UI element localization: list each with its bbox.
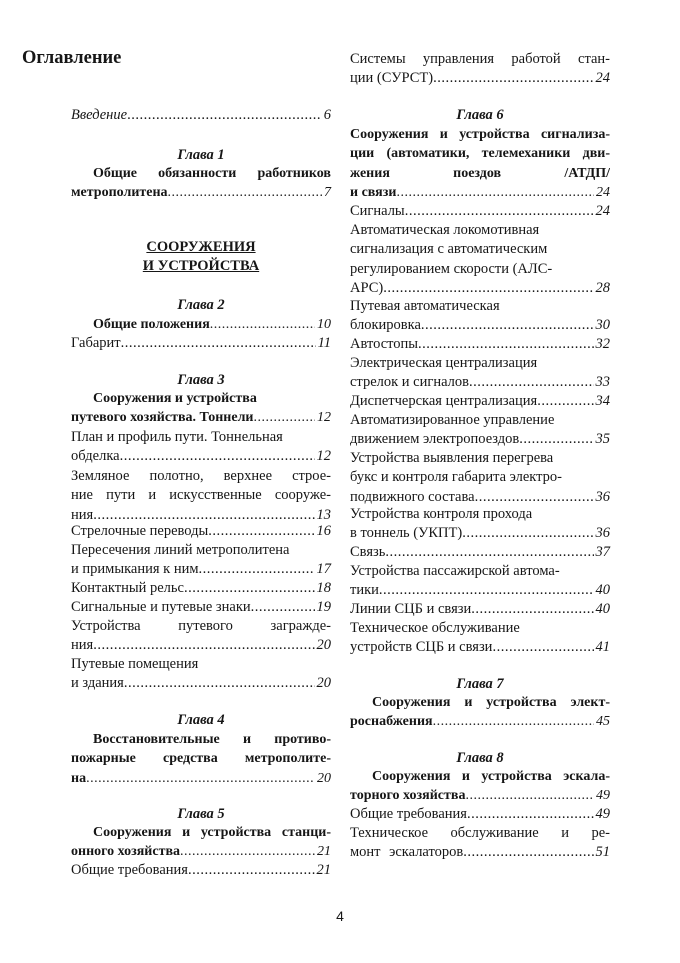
entry-text: Общие положения xyxy=(93,317,210,332)
toc-entry-signals[interactable] xyxy=(350,202,610,221)
page-ref: 24 xyxy=(596,184,610,200)
entry-text: и связи xyxy=(350,184,397,200)
page-ref: 16 xyxy=(316,523,331,539)
page-ref: 21 xyxy=(317,844,331,860)
page-ref: 37 xyxy=(595,544,610,560)
page-ref: 40 xyxy=(595,582,610,599)
toc-entry-general-requirements[interactable] xyxy=(71,861,331,880)
toc-entry-station-structures[interactable] xyxy=(71,823,331,862)
dot-leader xyxy=(537,392,593,411)
page-ref: 17 xyxy=(316,561,331,578)
page-ref: 18 xyxy=(316,580,331,596)
entry-text: АРС) xyxy=(350,279,384,296)
entry-text: Контактный рельс xyxy=(71,580,184,596)
toc-title: Оглавление xyxy=(22,48,122,68)
entry-line: Земляное полотно, верхнее строе- xyxy=(71,468,331,484)
chapter-7-label: Глава 7 xyxy=(456,676,504,692)
entry-text: метрополитена xyxy=(71,185,168,201)
entry-line: Путевая автоматическая xyxy=(350,298,500,314)
entry-line: План и профиль пути. Тоннельная xyxy=(71,429,283,445)
entry-line: ние пути и искусственные сооруже- xyxy=(71,487,331,504)
entry-line: пожарные средства метрополите- xyxy=(71,751,331,767)
dot-leader xyxy=(462,524,593,543)
entry-text: ния xyxy=(71,637,94,654)
toc-entry-communication[interactable] xyxy=(350,543,610,562)
page-ref: 24 xyxy=(595,203,610,219)
entry-line: Восстановительные и противо- xyxy=(93,732,331,747)
entry-line: Устройства контроля прохода xyxy=(350,506,533,522)
page-ref: 35 xyxy=(595,431,610,448)
entry-line: Сооружения и устройства элект- xyxy=(372,695,610,710)
toc-entry-switches[interactable] xyxy=(71,522,331,541)
page-number: 4 xyxy=(336,908,344,924)
toc-entry-chapter-4[interactable] xyxy=(71,730,331,788)
toc-entry-general-provisions[interactable] xyxy=(71,315,331,334)
dot-leader xyxy=(127,106,322,125)
toc-entry-interlocking[interactable] xyxy=(350,354,610,393)
entry-text: подвижного состава xyxy=(350,488,475,505)
entry-text: Габарит xyxy=(71,335,121,351)
page-ref: 32 xyxy=(595,336,610,352)
toc-entry-track-barriers[interactable] xyxy=(71,617,331,656)
dot-leader xyxy=(199,560,315,579)
entry-text: Сигналы xyxy=(350,203,405,219)
page-ref: 21 xyxy=(316,862,331,878)
entry-text: ния xyxy=(71,506,94,523)
entry-text: Линии СЦБ и связи xyxy=(350,601,472,617)
entry-line: жения поездов /АТДП/ xyxy=(350,165,610,181)
chapter-4-label: Глава 4 xyxy=(177,712,225,728)
toc-entry-surst[interactable] xyxy=(350,50,610,89)
toc-entry-escalators[interactable] xyxy=(350,767,610,806)
entry-line: букс и контроля габарита электро- xyxy=(350,469,562,486)
entry-text: Диспетчерская централизация xyxy=(350,393,538,409)
entry-line: Техническое обслуживание и ре- xyxy=(350,825,610,841)
dot-leader xyxy=(188,861,315,880)
dot-leader xyxy=(471,600,593,619)
dot-leader xyxy=(492,638,593,657)
toc-entry-auto-block[interactable] xyxy=(350,297,610,336)
page-ref: 34 xyxy=(595,393,610,409)
entry-text: обделка xyxy=(71,448,120,465)
toc-entry-escalator-general[interactable] xyxy=(350,805,610,824)
dot-leader xyxy=(168,183,322,202)
chapter-8-label: Глава 8 xyxy=(456,750,504,766)
toc-entry-track-rooms[interactable] xyxy=(71,655,331,694)
dot-leader xyxy=(86,769,315,788)
page-ref: 24 xyxy=(595,70,610,87)
dot-leader xyxy=(251,598,315,617)
toc-entry-chapter-1[interactable] xyxy=(71,164,331,203)
dot-leader xyxy=(519,430,593,449)
entry-text: Введение xyxy=(71,107,128,123)
page-ref: 19 xyxy=(316,599,331,615)
entry-text: Сигнальные и путевые знаки xyxy=(71,599,251,615)
entry-text: онного хозяйства xyxy=(71,844,181,860)
toc-entry-als-ars[interactable] xyxy=(350,221,610,298)
dot-leader xyxy=(254,408,316,427)
entry-text: на xyxy=(71,770,87,786)
toc-entry-ukpt[interactable] xyxy=(350,505,610,544)
dot-leader xyxy=(418,335,593,354)
dot-leader xyxy=(379,581,594,600)
page-ref: 7 xyxy=(324,185,331,201)
dot-leader xyxy=(433,712,594,731)
dot-leader xyxy=(421,316,594,335)
toc-entry-automated-control[interactable] xyxy=(350,411,610,450)
entry-line: Сооружения и устройства эскала- xyxy=(372,769,610,784)
dot-leader xyxy=(396,183,594,202)
entry-text: ции (СУРСТ) xyxy=(350,70,434,87)
page-ref: 20 xyxy=(316,675,331,692)
entry-line: Общие обязанности работников xyxy=(93,166,331,181)
entry-line: ции (автоматики, телемеханики дви- xyxy=(350,146,610,162)
toc-entry-track-structures[interactable] xyxy=(71,389,331,428)
section-title-line: И УСТРОЙСТВА xyxy=(142,258,260,274)
entry-text: блокировка xyxy=(350,317,421,334)
entry-line: Устройства выявления перегрева xyxy=(350,450,554,466)
page-ref: 12 xyxy=(316,448,331,465)
entry-line: Устройства путевого загражде- xyxy=(71,618,331,634)
dot-leader xyxy=(475,488,594,507)
toc-entry-line-crossings[interactable] xyxy=(71,541,331,580)
entry-text: движением электропоездов xyxy=(350,431,520,448)
entry-line: Сооружения и устройства сигнализа- xyxy=(350,127,610,142)
toc-entry-escalator-maintenance[interactable] xyxy=(350,824,610,863)
entry-text: и примыкания к ним xyxy=(71,561,199,578)
toc-entry-scb-lines[interactable] xyxy=(350,600,610,619)
toc-entry-gabarit[interactable] xyxy=(71,334,331,353)
entry-line: сигнализация с автоматическим xyxy=(350,241,548,258)
toc-entry-signal-signs[interactable] xyxy=(71,598,331,617)
chapter-3-label: Глава 3 xyxy=(177,372,225,388)
entry-line: Автоматическая локомотивная xyxy=(350,222,540,238)
page-ref: 12 xyxy=(317,410,331,426)
dot-leader xyxy=(180,842,315,861)
entry-text: Автостопы xyxy=(350,336,419,352)
chapter-5-label: Глава 5 xyxy=(177,806,225,822)
toc-entry-scb-maintenance[interactable] xyxy=(350,619,610,658)
entry-line: Автоматизированное управление xyxy=(350,412,555,428)
dot-leader xyxy=(210,315,315,334)
entry-line: Электрическая централизация xyxy=(350,355,538,371)
toc-entry-introduction[interactable] xyxy=(71,106,331,125)
dot-leader xyxy=(383,279,593,298)
entry-text: путевого хозяйства. Тоннели xyxy=(71,410,254,426)
toc-entry-signalling[interactable] xyxy=(350,125,610,202)
entry-text: Стрелочные переводы xyxy=(71,523,209,539)
dot-leader xyxy=(121,334,316,353)
page-ref: 51 xyxy=(595,844,610,861)
chapter-1-label: Глава 1 xyxy=(177,147,225,163)
entry-text: и здания xyxy=(71,675,124,692)
dot-leader xyxy=(405,202,594,221)
toc-entry-power-supply[interactable] xyxy=(350,693,610,732)
toc-entry-overheat-detection[interactable] xyxy=(350,449,610,507)
chapter-2-label: Глава 2 xyxy=(177,297,225,313)
dot-leader xyxy=(124,674,315,693)
page-ref: 33 xyxy=(595,374,610,391)
page-ref: 45 xyxy=(596,714,610,730)
entry-text: Общие требования xyxy=(71,862,188,878)
entry-line: Сооружения и устройства xyxy=(93,391,257,406)
entry-line: Техническое обслуживание xyxy=(350,620,520,636)
page-ref: 49 xyxy=(595,806,610,822)
page-ref: 10 xyxy=(317,317,331,332)
toc-entry-roadbed[interactable] xyxy=(71,467,331,525)
toc-entry-passenger-automation[interactable] xyxy=(350,562,610,601)
dot-leader xyxy=(467,805,594,824)
entry-line: Пересечения линий метрополитена xyxy=(71,542,290,558)
section-title xyxy=(71,238,331,276)
page-ref: 49 xyxy=(596,788,610,804)
page-ref: 28 xyxy=(595,279,610,296)
page-ref: 11 xyxy=(317,335,331,351)
page-ref: 13 xyxy=(316,506,331,523)
entry-line: Путевые помещения xyxy=(71,656,199,672)
dot-leader xyxy=(465,786,594,805)
page-ref: 20 xyxy=(317,770,331,786)
page-ref: 30 xyxy=(595,317,610,334)
dot-leader xyxy=(208,522,314,541)
toc-entry-dispatch[interactable] xyxy=(350,392,610,411)
page-ref: 36 xyxy=(595,488,610,505)
entry-text: в тоннель (УКПТ) xyxy=(350,525,463,542)
entry-text: Связь xyxy=(350,544,386,560)
dot-leader xyxy=(120,447,315,466)
toc-entry-contact-rail[interactable] xyxy=(71,579,331,598)
entry-text: торного хозяйства xyxy=(350,788,466,804)
entry-line: регулированием скорости (АЛС- xyxy=(350,260,553,277)
dot-leader xyxy=(463,843,593,862)
dot-leader xyxy=(385,543,593,562)
page-ref: 36 xyxy=(595,525,610,542)
chapter-6-label: Глава 6 xyxy=(456,107,504,123)
entry-text: монт эскалаторов xyxy=(350,844,464,861)
entry-text: Общие требования xyxy=(350,806,467,822)
entry-text: устройств СЦБ и связи xyxy=(350,639,493,656)
dot-leader xyxy=(433,69,593,88)
toc-entry-autostops[interactable] xyxy=(350,335,610,354)
entry-line: Системы управления работой стан- xyxy=(350,51,610,67)
entry-text: роснабжения xyxy=(350,714,433,730)
dot-leader xyxy=(93,636,314,655)
entry-line: Сооружения и устройства станци- xyxy=(93,825,331,840)
entry-text: тики xyxy=(350,582,379,599)
page-ref: 40 xyxy=(595,601,610,617)
page-ref: 20 xyxy=(316,637,331,654)
entry-text: стрелок и сигналов xyxy=(350,374,469,391)
section-title-line: СООРУЖЕНИЯ xyxy=(146,239,256,255)
dot-leader xyxy=(184,579,315,598)
page-ref: 6 xyxy=(323,107,331,123)
toc-entry-track-plan[interactable] xyxy=(71,428,331,467)
dot-leader xyxy=(469,373,594,392)
page-ref: 41 xyxy=(595,639,610,656)
entry-line: Устройства пассажирской автома- xyxy=(350,563,560,579)
